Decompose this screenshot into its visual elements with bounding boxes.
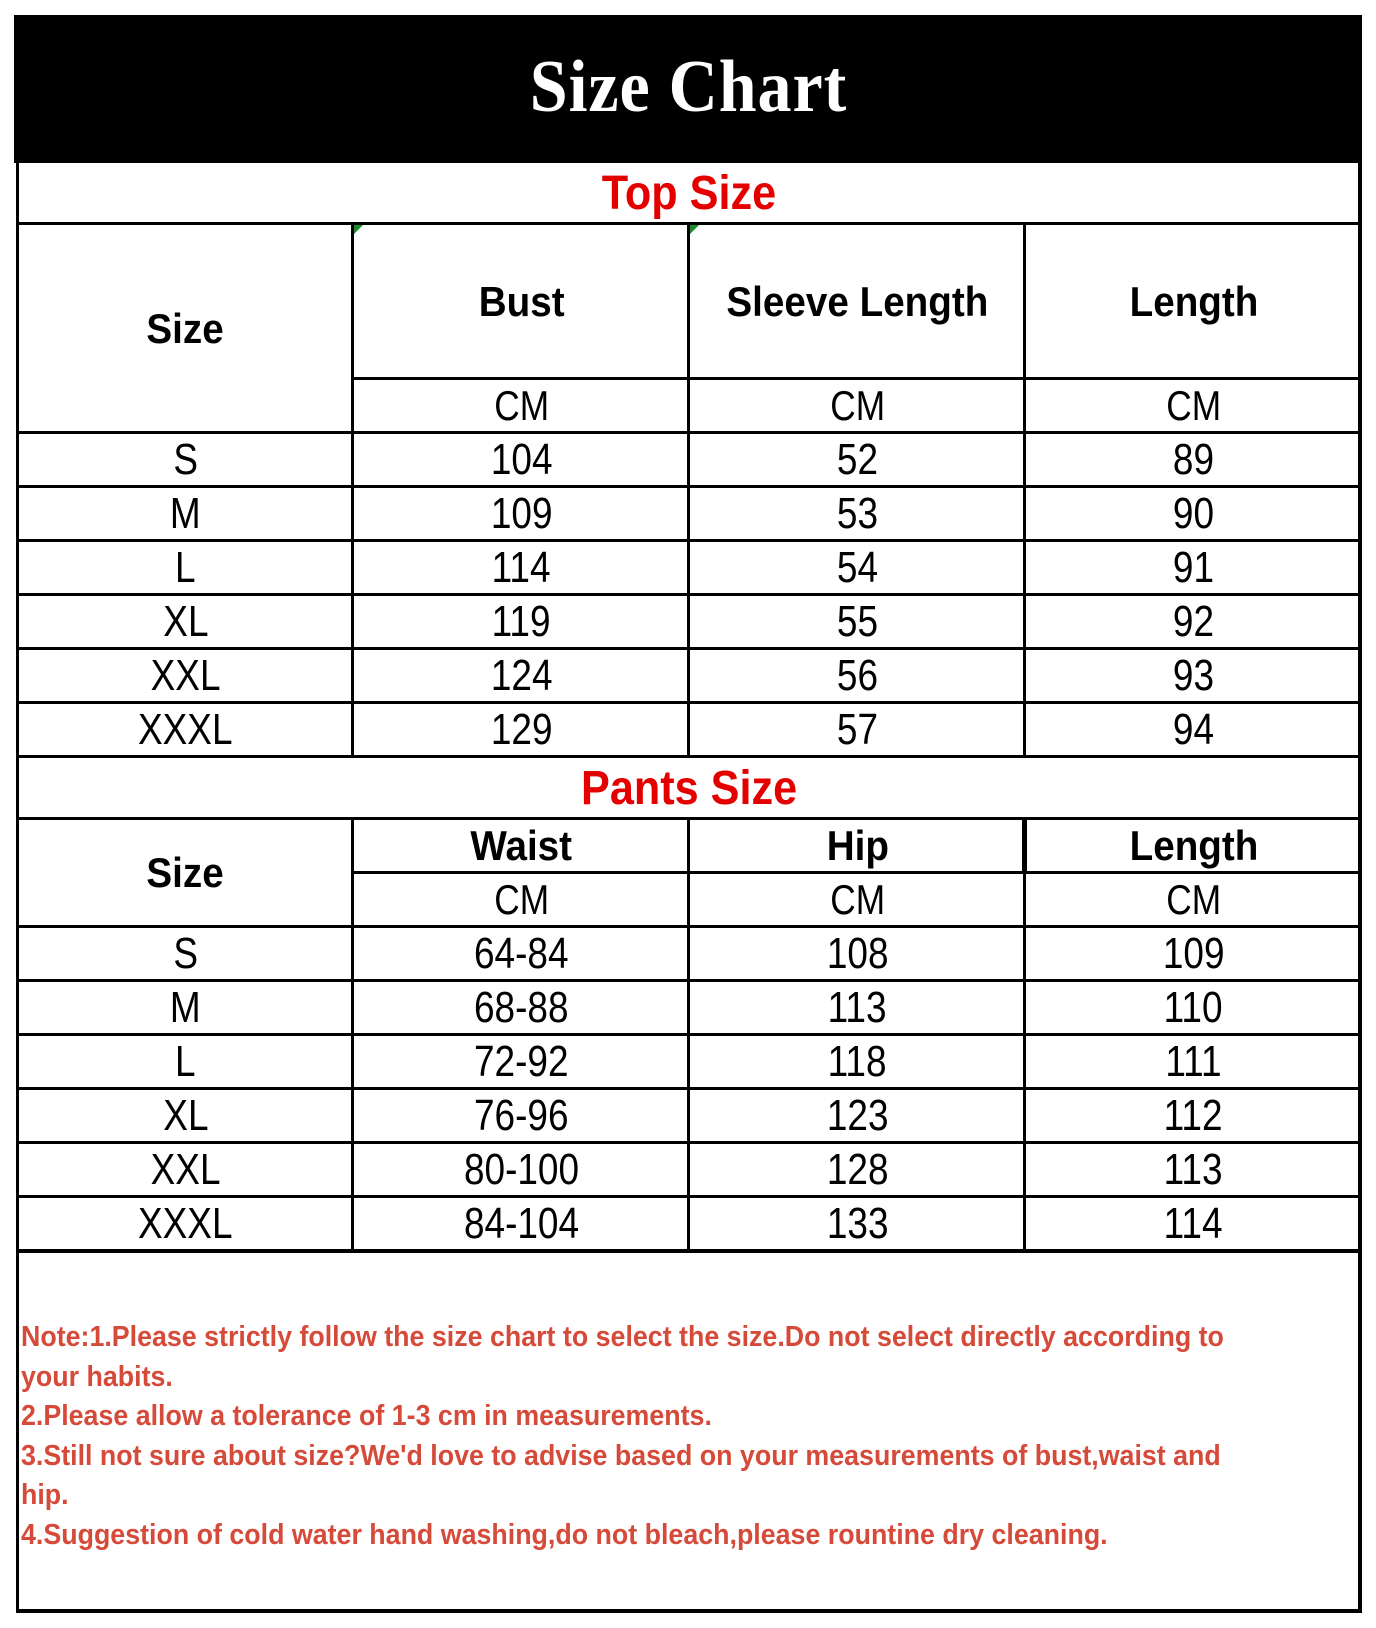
hip-value: 113 [828, 982, 887, 1032]
value-cell [1027, 1036, 1360, 1087]
length-value: 90 [1172, 488, 1215, 538]
size-cell [19, 542, 352, 593]
value-cell [691, 650, 1024, 701]
hip-value: 133 [826, 1198, 889, 1248]
table-row [19, 434, 1360, 485]
value-cell [691, 704, 1024, 755]
value-cell [355, 1144, 688, 1195]
size-header-label: Size [146, 304, 225, 352]
value-cell [691, 434, 1024, 485]
value-cell [1027, 488, 1360, 539]
waist-value: 72-92 [474, 1036, 569, 1086]
sleeve-length-value: 53 [836, 488, 879, 538]
length-value: 113 [1164, 1144, 1223, 1194]
value-cell [691, 1090, 1024, 1141]
size-cell [19, 596, 352, 647]
table-row [19, 982, 1360, 1033]
value-cell [691, 1036, 1024, 1087]
column-header-label: Hip [826, 821, 889, 869]
pants-column-header-waist [355, 820, 688, 871]
value-cell [1027, 542, 1360, 593]
size-cell [19, 1144, 352, 1195]
table-row [19, 704, 1360, 755]
value-cell [1027, 434, 1360, 485]
unit-label: CM [494, 382, 549, 429]
waist-value: 76-96 [474, 1090, 569, 1140]
size-cell [19, 1036, 352, 1087]
value-cell [691, 928, 1024, 979]
top-column-header-length [1027, 225, 1360, 378]
table-row [19, 1144, 1360, 1195]
size-cell [19, 928, 352, 979]
size-cell [19, 704, 352, 755]
column-divider [1022, 818, 1027, 873]
waist-value: 64-84 [474, 928, 569, 978]
value-cell [691, 1144, 1024, 1195]
size-label: S [173, 928, 198, 978]
size-cell [19, 1198, 352, 1249]
size-label: XL [162, 596, 209, 646]
column-header-label: Waist [470, 821, 573, 869]
pants-size-heading: Pants Size [580, 761, 798, 815]
value-cell [355, 1036, 688, 1087]
unit-cell [691, 380, 1024, 432]
comment-marker-icon [354, 225, 363, 234]
sleeve-length-value: 54 [836, 542, 879, 592]
top-size-heading: Top Size [601, 166, 777, 220]
value-cell [355, 928, 688, 979]
unit-label: CM [1166, 382, 1221, 429]
note-line: 2.Please allow a tolerance of 1-3 cm in measurements. [21, 1400, 712, 1432]
table-row [19, 650, 1360, 701]
pants-column-header-length [1027, 820, 1360, 871]
length-value: 110 [1164, 982, 1223, 1032]
value-cell [355, 542, 688, 593]
length-value: 109 [1162, 928, 1225, 978]
unit-cell [1027, 380, 1360, 432]
value-cell [691, 1198, 1024, 1249]
size-label: M [170, 982, 201, 1032]
unit-label: CM [830, 876, 885, 923]
value-cell [1027, 1198, 1360, 1249]
unit-cell [691, 874, 1024, 926]
value-cell [355, 434, 688, 485]
bust-value: 109 [490, 488, 553, 538]
column-header-label: Length [1129, 277, 1258, 325]
bust-value: 119 [492, 596, 551, 646]
value-cell [1027, 1144, 1360, 1195]
size-label: XXXL [138, 704, 233, 754]
table-row [19, 928, 1360, 979]
table-row [19, 596, 1360, 647]
length-value: 91 [1172, 542, 1215, 592]
page-title: Size Chart [529, 45, 847, 128]
bust-value: 129 [490, 704, 553, 754]
title-banner [14, 15, 1362, 163]
size-header-label: Size [146, 849, 225, 896]
table-row [19, 488, 1360, 539]
length-value: 111 [1165, 1036, 1222, 1086]
value-cell [355, 488, 688, 539]
hip-value: 123 [826, 1090, 889, 1140]
note-line: your habits. [21, 1360, 173, 1393]
table-row [19, 542, 1360, 593]
size-label: XXL [150, 1144, 221, 1194]
value-cell [355, 704, 688, 755]
size-cell [19, 982, 352, 1033]
top-size-section-title [16, 162, 1362, 224]
bust-value: 124 [490, 650, 553, 700]
note-line: 3.Still not sure about size?We'd love to advise based on your measurements of bust,waist and [21, 1439, 1221, 1472]
size-cell [19, 650, 352, 701]
value-cell [691, 542, 1024, 593]
note-line: 4.Suggestion of cold water hand washing,do not bleach,please rountine dry cleaning. [21, 1518, 1108, 1551]
sleeve-length-value: 56 [836, 650, 879, 700]
length-value: 92 [1172, 596, 1215, 646]
hip-value: 128 [826, 1144, 889, 1194]
unit-cell [355, 874, 688, 926]
value-cell [691, 596, 1024, 647]
pants-size-header [19, 820, 352, 926]
care-and-sizing-notes [21, 1318, 1361, 1555]
size-label: L [175, 1036, 196, 1086]
hip-value: 118 [828, 1036, 887, 1086]
length-value: 114 [1164, 1198, 1223, 1248]
note-line: Note:1.Please strictly follow the size chart to select the size.Do not select directly according to [21, 1321, 1224, 1353]
value-cell [1027, 704, 1360, 755]
length-value: 94 [1172, 704, 1215, 754]
comment-marker-icon [690, 225, 699, 234]
value-cell [691, 982, 1024, 1033]
value-cell [1027, 982, 1360, 1033]
value-cell [355, 982, 688, 1033]
unit-cell [355, 380, 688, 432]
length-value: 89 [1172, 434, 1215, 484]
table-row [19, 1036, 1360, 1087]
value-cell [1027, 650, 1360, 701]
value-cell [1027, 596, 1360, 647]
value-cell [355, 1198, 688, 1249]
unit-cell [1027, 874, 1360, 926]
size-cell [19, 488, 352, 539]
unit-label: CM [830, 382, 885, 429]
sleeve-length-value: 55 [836, 596, 879, 646]
pants-size-section-title [16, 758, 1362, 818]
value-cell [691, 488, 1024, 539]
sleeve-length-value: 52 [836, 434, 879, 484]
size-label: XL [162, 1090, 209, 1140]
value-cell [355, 596, 688, 647]
bust-value: 104 [490, 434, 553, 484]
size-cell [19, 1090, 352, 1141]
unit-label: CM [1166, 876, 1221, 923]
waist-value: 80-100 [463, 1144, 580, 1194]
pants-column-header-hip [691, 820, 1024, 871]
length-value: 112 [1164, 1090, 1223, 1140]
size-label: XXXL [138, 1198, 233, 1248]
length-value: 93 [1172, 650, 1215, 700]
column-header-label: Length [1129, 821, 1258, 869]
sleeve-length-value: 57 [836, 704, 879, 754]
size-label: M [170, 488, 201, 538]
column-header-label: Bust [478, 277, 565, 325]
waist-value: 84-104 [463, 1198, 580, 1248]
size-label: XXL [150, 650, 221, 700]
size-cell [19, 434, 352, 485]
hip-value: 108 [826, 928, 889, 978]
size-label: S [173, 434, 198, 484]
value-cell [1027, 1090, 1360, 1141]
value-cell [1027, 928, 1360, 979]
top-size-header [19, 225, 352, 432]
note-line: hip. [21, 1479, 69, 1511]
table-row [19, 1090, 1360, 1141]
column-header-label: Sleeve Length [726, 277, 989, 325]
value-cell [355, 650, 688, 701]
value-cell [355, 1090, 688, 1141]
top-column-header-sleeve-length [691, 225, 1024, 378]
bust-value: 114 [492, 542, 551, 592]
size-label: L [175, 542, 196, 592]
unit-label: CM [494, 876, 549, 923]
table-row [19, 1198, 1360, 1249]
waist-value: 68-88 [474, 982, 569, 1032]
top-column-header-bust [355, 225, 688, 378]
